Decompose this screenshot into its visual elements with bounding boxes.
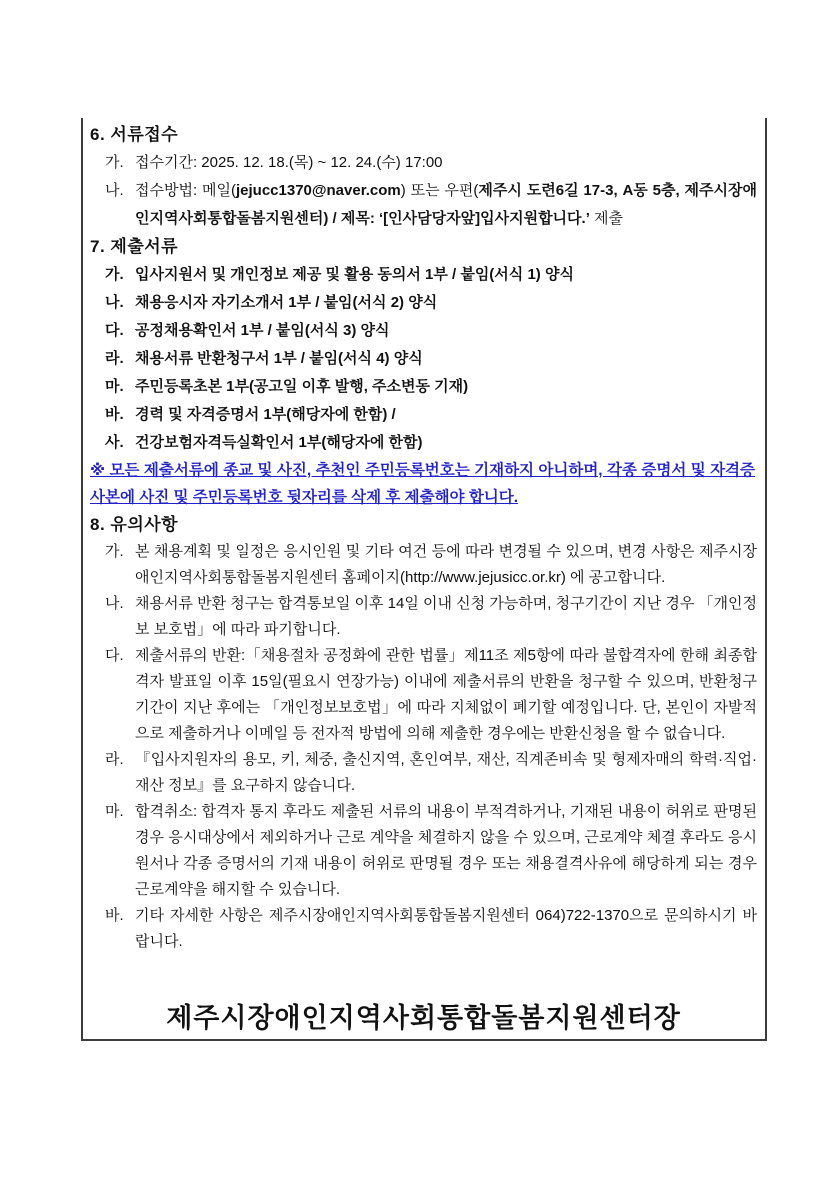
list-item bbox=[90, 799, 757, 903]
list-item-reception-period bbox=[90, 149, 757, 177]
section-notes bbox=[90, 511, 757, 955]
section-7-header: 7. 제출서류 bbox=[90, 237, 179, 256]
item-label: 마. bbox=[105, 803, 124, 820]
section-document-reception bbox=[90, 121, 757, 233]
item-label: 라. bbox=[105, 350, 124, 367]
list-item bbox=[90, 317, 757, 345]
item-text: 합격취소: 합격자 통지 후라도 제출된 서류의 내용이 부적격하거나, 기재된 내용이 허위로 판명된 경우 응시대상에서 제외하거나 근로 계약을 체결하지 않을 수 있으며, 근로계약 체결 후라도 응시원서나 각종 증명서의 기재 내용이 허위로 판명될 경우 또는 채용결격사유에 해당하게 되는 경우 근로계약을 해지할 수 있습니다. bbox=[135, 803, 757, 898]
item-label: 나. bbox=[105, 182, 124, 199]
item-text: 경력 및 자격증명서 1부(해당자에 한함) / bbox=[135, 406, 396, 423]
document-signer-title: 제주시장애인지역사회통합돌봄지원센터장 bbox=[166, 1003, 681, 1033]
item-text: 채용응시자 자기소개서 1부 / 붙임(서식 2) 양식 bbox=[135, 294, 438, 311]
list-item bbox=[90, 401, 757, 429]
list-item bbox=[90, 373, 757, 401]
item-text: 입사지원서 및 개인정보 제공 및 활용 동의서 1부 / 붙임(서식 1) 양식 bbox=[135, 266, 574, 283]
list-item bbox=[90, 261, 757, 289]
item-text: 제출서류의 반환:「채용절차 공정화에 관한 법률」제11조 제5항에 따라 불합격자에 한해 최종합격자 발표일 이후 15일(필요시 연장가능) 이내에 제출서류의 반환을 청구할 수 있으며, 반환청구기간이 지난 후에는 「개인정보보호법」에 따라 지체없이 폐기할 예정입니다. 단, 본인이 자발적으로 제출하거나 이메일 등 전자적 방법에 의해 제출한 경우에는 반환신청을 할 수 없습니다. bbox=[135, 647, 757, 742]
list-item bbox=[90, 903, 757, 955]
item-text: 기타 자세한 사항은 제주시장애인지역사회통합돌봄지원센터 064)722-1370으로 문의하시기 바랍니다. bbox=[135, 907, 757, 950]
item-text: 주민등록초본 1부(공고일 이후 발행, 주소변동 기재) bbox=[135, 378, 469, 395]
text-segment: 접수방법: 메일( bbox=[135, 182, 236, 199]
item-label: 가. bbox=[105, 266, 124, 283]
item-label: 바. bbox=[105, 406, 124, 423]
item-text: 접수기간: 2025. 12. 18.(목) ~ 12. 24.(수) 17:00 bbox=[135, 154, 443, 171]
item-text bbox=[135, 177, 757, 233]
important-note: ※ 모든 제출서류에 종교 및 사진, 추천인 주민등록번호는 기재하지 아니하며, 각종 증명서 및 자격증 사본에 사진 및 주민등록번호 뒷자리를 삭제 후 제출해야 합니다. bbox=[90, 462, 755, 506]
postal-address-and-subject: 제주시 도련6길 17-3, A동 5층, 제주시장애인지역사회통합돌봄지원센터) / 제목: ‘[인사담당자앞]입사지원합니다.’ bbox=[135, 182, 757, 227]
item-label: 가. bbox=[105, 543, 124, 560]
list-item bbox=[90, 345, 757, 373]
section-required-documents bbox=[90, 233, 757, 457]
item-label: 다. bbox=[105, 322, 124, 339]
item-label: 바. bbox=[105, 907, 124, 924]
item-text: 본 채용계획 및 일정은 응시인원 및 기타 여건 등에 따라 변경될 수 있으며, 변경 사항은 제주시장애인지역사회통합돌봄지원센터 홈페이지(http://www.jejusicc.or.kr) 에 공고합니다. bbox=[135, 543, 757, 586]
text-segment: 제출 bbox=[589, 210, 624, 227]
item-label: 마. bbox=[105, 378, 124, 395]
item-text: 채용서류 반환 청구는 합격통보일 이후 14일 이내 신청 가능하며, 청구기간이 지난 경우 「개인정보 보호법」에 따라 파기합니다. bbox=[135, 595, 757, 638]
item-label: 나. bbox=[105, 294, 124, 311]
section-6-header: 6. 서류접수 bbox=[90, 125, 179, 144]
list-item bbox=[90, 429, 757, 457]
item-text: 공정채용확인서 1부 / 붙임(서식 3) 양식 bbox=[135, 322, 390, 339]
item-label: 라. bbox=[105, 751, 124, 768]
section-8-header: 8. 유의사항 bbox=[90, 515, 179, 534]
text-segment: ) 또는 우편( bbox=[400, 182, 479, 199]
item-text: 『입사지원자의 용모, 키, 체중, 출신지역, 혼인여부, 재산, 직계존비속 및 형제자매의 학력·직업·재산 정보』를 요구하지 않습니다. bbox=[135, 751, 757, 794]
item-text: 건강보험자격득실확인서 1부(해당자에 한함) bbox=[135, 434, 423, 451]
list-item bbox=[90, 289, 757, 317]
item-label: 다. bbox=[105, 647, 124, 664]
list-item-reception-method bbox=[90, 177, 757, 233]
item-label: 가. bbox=[105, 154, 124, 171]
item-label: 사. bbox=[105, 434, 124, 451]
list-item bbox=[90, 747, 757, 799]
item-text: 채용서류 반환청구서 1부 / 붙임(서식 4) 양식 bbox=[135, 350, 423, 367]
list-item bbox=[90, 591, 757, 643]
document-table-frame bbox=[81, 118, 767, 1041]
item-label: 나. bbox=[105, 595, 124, 612]
list-item bbox=[90, 643, 757, 747]
email-address: jejucc1370@naver.com bbox=[235, 182, 401, 199]
list-item bbox=[90, 539, 757, 591]
